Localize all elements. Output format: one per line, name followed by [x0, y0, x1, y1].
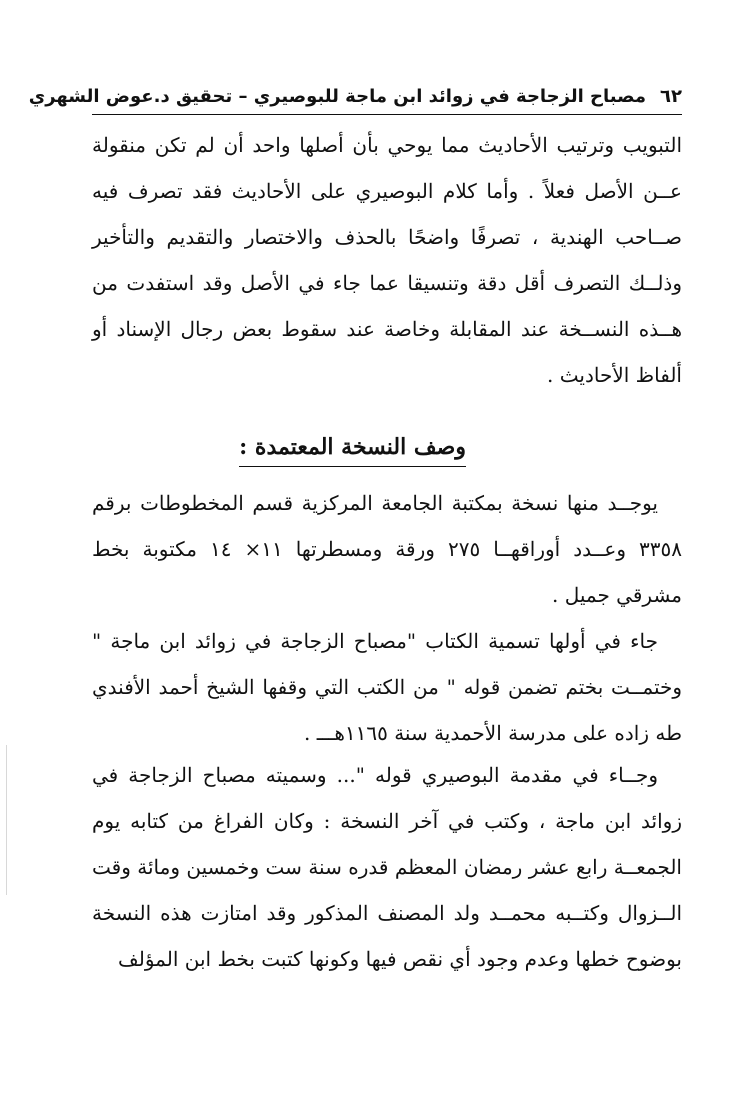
- paragraph-2: [92, 480, 682, 618]
- paragraph-3: [92, 618, 682, 756]
- paragraph-4-text: وجــاء في مقدمة البوصيري قوله "... وسميته مصباح الزجاجة في زوائد ابن ماجة ، وكتب في آخر النسخة : وكان الفراغ من كتابه يوم الجمعــة رابع عشر رمضان المعظم قدره سنة ست وخمسين ومائة وقت الــزوال وكتــبه محمــد ولد المصنف المذكور وقد امتازت هذه النسخة بوضوح خطها وعدم وجود أي نقص فيها وكونها كتبت بخط ابن المؤلف: [92, 763, 682, 971]
- running-title: مصباح الزجاجة في زوائد ابن ماجة للبوصيري – تحقيق د.عوض الشهري: [28, 86, 647, 107]
- paragraph-1-text: التبويب وترتيب الأحاديث مما يوحي بأن أصلها واحد أن لم تكن منقولة عــن الأصل فعلاً . وأما كلام البوصيري على الأحاديث فقد تصرف فيه صــاحب الهندية ، تصرفًا واضحًا بالحذف والاختصار والتقديم والتأخير وذلــك التصرف أقل دقة وتنسيقا عما جاء في الأصل وقد استفدت من هــذه النســخة عند المقابلة وخاصة عند سقوط بعض رجال الإسناد أو ألفاظ الأحاديث .: [92, 133, 682, 387]
- paragraph-3-text: جاء في أولها تسمية الكتاب "مصباح الزجاجة في زوائد ابن ماجة " وختمــت بختم تضمن قوله " من الكتب التي وقفها الشيخ أحمد الأفندي طه زاده على مدرسة الأحمدية سنة ١١٦٥هـــ .: [92, 629, 682, 745]
- running-header: [28, 84, 682, 110]
- page-number: ٦٢: [660, 86, 682, 107]
- scan-margin-mark: [6, 745, 7, 895]
- paragraph-2-text: يوجــد منها نسخة بمكتبة الجامعة المركزية قسم المخطوطات برقم ٣٣٥٨ وعــدد أوراقهــا ٢٧٥ ورقة ومسطرتها ١١× ١٤ مكتوبة بخط مشرقي جميل .: [92, 491, 682, 607]
- paragraph-1: [92, 122, 682, 398]
- section-heading: وصف النسخة المعتمدة :: [239, 430, 466, 467]
- header-rule: [92, 114, 682, 115]
- paragraph-4: [92, 752, 682, 982]
